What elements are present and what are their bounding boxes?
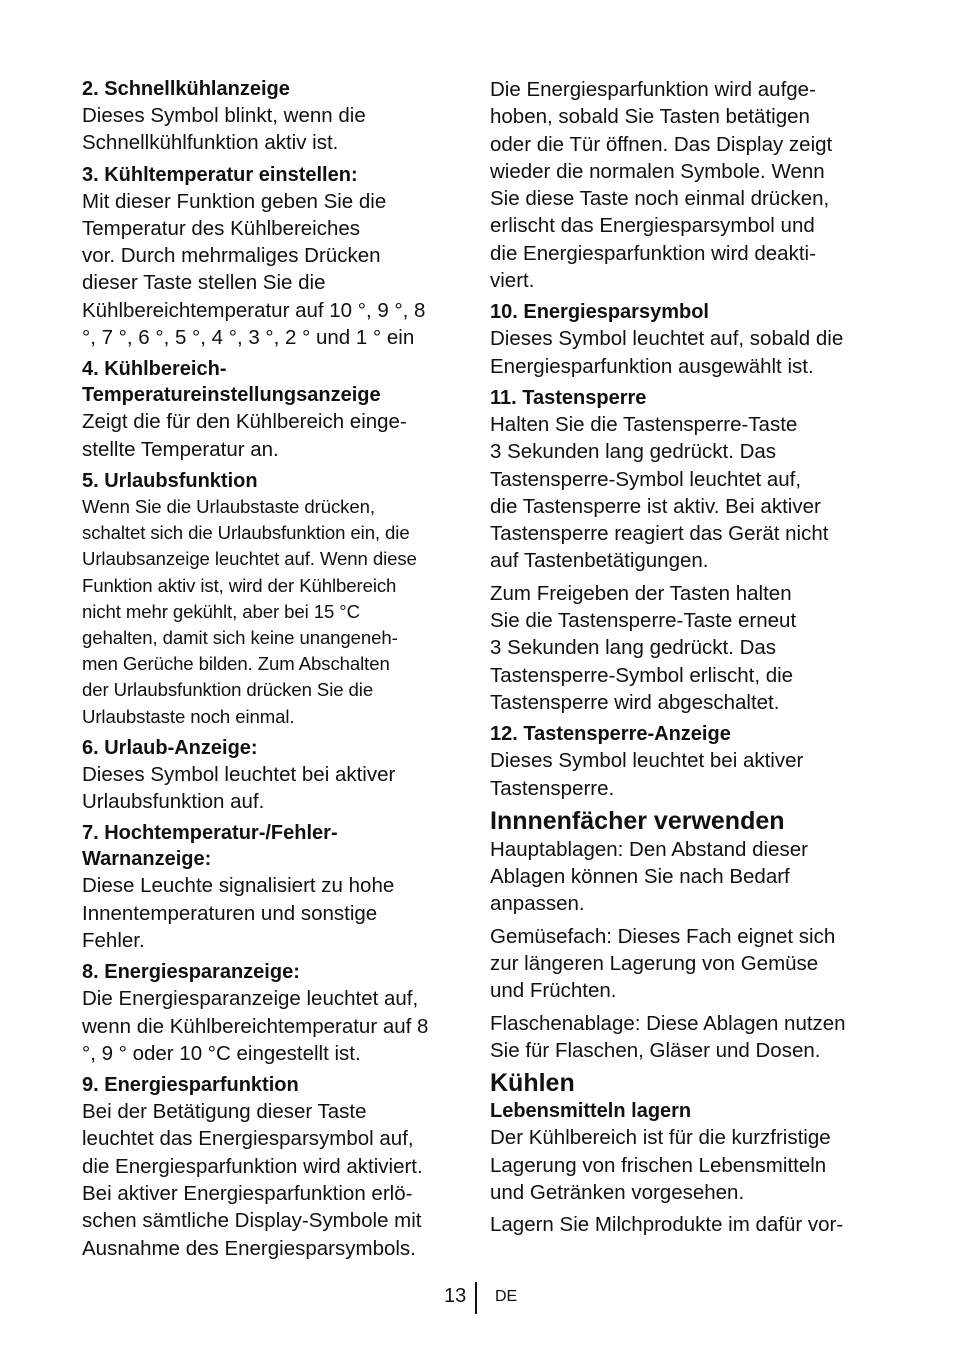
text-line: anpassen. xyxy=(490,892,585,916)
text-line: Hauptablagen: Den Abstand dieser xyxy=(490,837,808,861)
text-line: Bei aktiver Energiesparfunktion erlö- xyxy=(82,1182,413,1206)
paragraph-dairy-storage xyxy=(490,1211,880,1238)
section-energy-saving-indicator xyxy=(82,959,462,1067)
text-line: Tastensperre wird abgeschaltet. xyxy=(490,690,780,714)
section-heading: 9. Energiesparfunktion xyxy=(82,1074,299,1097)
paragraph-main-shelves xyxy=(490,836,880,918)
text-line: Gemüsefach: Dieses Fach eignet sich xyxy=(490,924,836,948)
text-line: Funktion aktiv ist, wird der Kühlbereich xyxy=(82,574,397,596)
text-line: 3 Sekunden lang gedrückt. Das xyxy=(490,636,777,660)
footer-divider xyxy=(475,1282,477,1314)
text-line: zur längeren Lagerung von Gemüse xyxy=(490,952,819,976)
text-line: die Energiesparfunktion wird deakti- xyxy=(490,241,816,265)
heading-inner-compartments: Innnenfächer verwenden xyxy=(490,806,785,835)
section-heading: 2. Schnellkühlanzeige xyxy=(82,78,290,100)
text-line: Sie diese Taste noch einmal drücken, xyxy=(490,187,830,211)
text-line: Schnellkühlfunktion aktiv ist. xyxy=(82,131,339,155)
text-line: Urlaubsanzeige leuchtet auf. Wenn diese xyxy=(82,548,417,570)
text-line: 3 Sekunden lang gedrückt. Das xyxy=(490,440,777,464)
paragraph-bottle-shelf xyxy=(490,1010,880,1065)
text-line: erlischt das Energiesparsymbol und xyxy=(490,214,815,238)
text-line: nicht mehr gekühlt, aber bei 15 °C xyxy=(82,600,360,622)
text-line: gehalten, damit sich keine unangeneh- xyxy=(82,626,398,648)
text-line: Energiesparfunktion ausgewählt ist. xyxy=(490,354,814,378)
paragraph-vegetable-drawer xyxy=(490,923,880,1005)
text-line: Diese Leuchte signalisiert zu hohe xyxy=(82,874,395,898)
text-line: Innentemperaturen und sonstige xyxy=(82,901,378,925)
section-heading: Temperatureinstellungsanzeige xyxy=(82,384,381,407)
text-line: °, 9 ° oder 10 °C eingestellt ist. xyxy=(82,1041,361,1065)
text-line: Ablagen können Sie nach Bedarf xyxy=(490,865,790,889)
section-energy-saving-symbol xyxy=(490,299,880,380)
section-heading: 7. Hochtemperatur-/Fehler- xyxy=(82,822,338,845)
section-heading: 8. Energiesparanzeige: xyxy=(82,961,300,984)
text-line: die Tastensperre ist aktiv. Bei aktiver xyxy=(490,494,821,518)
text-line: Urlaubsfunktion auf. xyxy=(82,790,265,814)
text-line: oder die Tür öffnen. Das Display zeigt xyxy=(490,132,833,156)
text-line: Wenn Sie die Urlaubstaste drücken, xyxy=(82,495,375,517)
text-line: Urlaubstaste noch einmal. xyxy=(82,705,295,727)
text-line: Tastensperre-Symbol leuchtet auf, xyxy=(490,467,802,491)
text-line: Lagerung von frischen Lebensmitteln xyxy=(490,1153,827,1177)
text-line: und Früchten. xyxy=(490,979,617,1003)
section-heading: 5. Urlaubsfunktion xyxy=(82,469,258,492)
section-energy-saving-function xyxy=(82,1072,462,1262)
text-line: auf Tastenbetätigungen. xyxy=(490,549,709,573)
section-key-lock xyxy=(490,385,880,575)
page-footer xyxy=(0,1281,954,1315)
section-vacation-indicator xyxy=(82,735,462,816)
text-line: Die Energiesparfunktion wird aufge- xyxy=(490,78,816,101)
section-temperature-setting-indicator xyxy=(82,356,462,463)
heading-cooling: Kühlen xyxy=(490,1069,575,1098)
left-column xyxy=(82,76,462,1267)
text-line: Tastensperre-Symbol erlischt, die xyxy=(490,663,794,687)
text-line: Ausnahme des Energiesparsymbols. xyxy=(82,1236,416,1260)
text-line: Sie die Tastensperre-Taste erneut xyxy=(490,609,797,633)
section-heading: 12. Tastensperre-Anzeige xyxy=(490,723,731,746)
text-line: der Urlaubsfunktion drücken Sie die xyxy=(82,679,374,701)
text-line: und Getränken vorgesehen. xyxy=(490,1180,745,1204)
text-line: Dieses Symbol leuchtet auf, sobald die xyxy=(490,327,844,351)
text-line: wieder die normalen Symbole. Wenn xyxy=(490,159,825,183)
text-line: Tastensperre. xyxy=(490,776,615,800)
language-code: DE xyxy=(495,1288,518,1305)
section-heading: 11. Tastensperre xyxy=(490,386,647,409)
text-line: Tastensperre reagiert das Gerät nicht xyxy=(490,522,829,546)
section-vacation-function xyxy=(82,468,462,730)
text-line: hoben, sobald Sie Tasten betätigen xyxy=(490,105,810,129)
text-line: vor. Durch mehrmaliges Drücken xyxy=(82,244,381,268)
page-number: 13 xyxy=(444,1285,467,1307)
text-line: Sie für Flaschen, Gläser und Dosen. xyxy=(490,1038,821,1062)
text-line: Dieses Symbol leuchtet bei aktiver xyxy=(490,749,804,773)
text-line: Zeigt die für den Kühlbereich einge- xyxy=(82,410,407,434)
text-line: die Energiesparfunktion wird aktiviert. xyxy=(82,1154,423,1178)
text-line: Der Kühlbereich ist für die kurzfristige xyxy=(490,1126,831,1150)
text-line: leuchtet das Energiesparsymbol auf, xyxy=(82,1127,414,1151)
text-line: Mit dieser Funktion geben Sie die xyxy=(82,189,387,213)
text-line: schaltet sich die Urlaubsfunktion ein, die xyxy=(82,522,410,544)
text-line: Halten Sie die Tastensperre-Taste xyxy=(490,412,798,436)
section-set-cooling-temperature xyxy=(82,162,462,352)
section-quick-cool-indicator xyxy=(82,76,462,157)
text-line: Fehler. xyxy=(82,928,145,952)
text-line: °, 7 °, 6 °, 5 °, 4 °, 3 °, 2 ° und 1 ° ein xyxy=(82,326,415,350)
text-line: stellte Temperatur an. xyxy=(82,437,279,461)
text-line: dieser Taste stellen Sie die xyxy=(82,271,326,295)
section-heading: 4. Kühlbereich- xyxy=(82,358,227,381)
subheading-food-storage: Lebensmitteln lagern xyxy=(490,1100,692,1123)
text-line: Bei der Betätigung dieser Taste xyxy=(82,1100,367,1124)
section-heading: Warnanzeige: xyxy=(82,848,212,871)
right-column xyxy=(490,76,880,1243)
paragraph-cooling-area xyxy=(490,1124,880,1206)
energy-saving-continuation xyxy=(490,76,880,294)
text-line: men Gerüche bilden. Zum Abschalten xyxy=(82,653,390,675)
section-high-temperature-warning xyxy=(82,820,462,954)
text-line: Dieses Symbol blinkt, wenn die xyxy=(82,104,366,127)
text-line: schen sämtliche Display-Symbole mit xyxy=(82,1209,422,1233)
text-line: Die Energiesparanzeige leuchtet auf, xyxy=(82,987,419,1011)
text-line: wenn die Kühlbereichtemperatur auf 8 xyxy=(82,1014,429,1038)
text-line: Kühlbereichtemperatur auf 10 °, 9 °, 8 xyxy=(82,298,426,322)
text-line: Flaschenablage: Diese Ablagen nutzen xyxy=(490,1011,846,1035)
text-line: Dieses Symbol leuchtet bei aktiver xyxy=(82,762,396,786)
section-heading: 10. Energiesparsymbol xyxy=(490,301,709,324)
text-line: viert. xyxy=(490,269,535,293)
section-heading: 3. Kühltemperatur einstellen: xyxy=(82,163,358,186)
text-line: Temperatur des Kühlbereiches xyxy=(82,216,361,240)
section-heading: 6. Urlaub-Anzeige: xyxy=(82,736,258,759)
key-lock-release-paragraph xyxy=(490,580,880,716)
section-key-lock-indicator xyxy=(490,721,880,802)
text-line: Lagern Sie Milchprodukte im dafür vor- xyxy=(490,1213,844,1237)
text-line: Zum Freigeben der Tasten halten xyxy=(490,581,792,605)
